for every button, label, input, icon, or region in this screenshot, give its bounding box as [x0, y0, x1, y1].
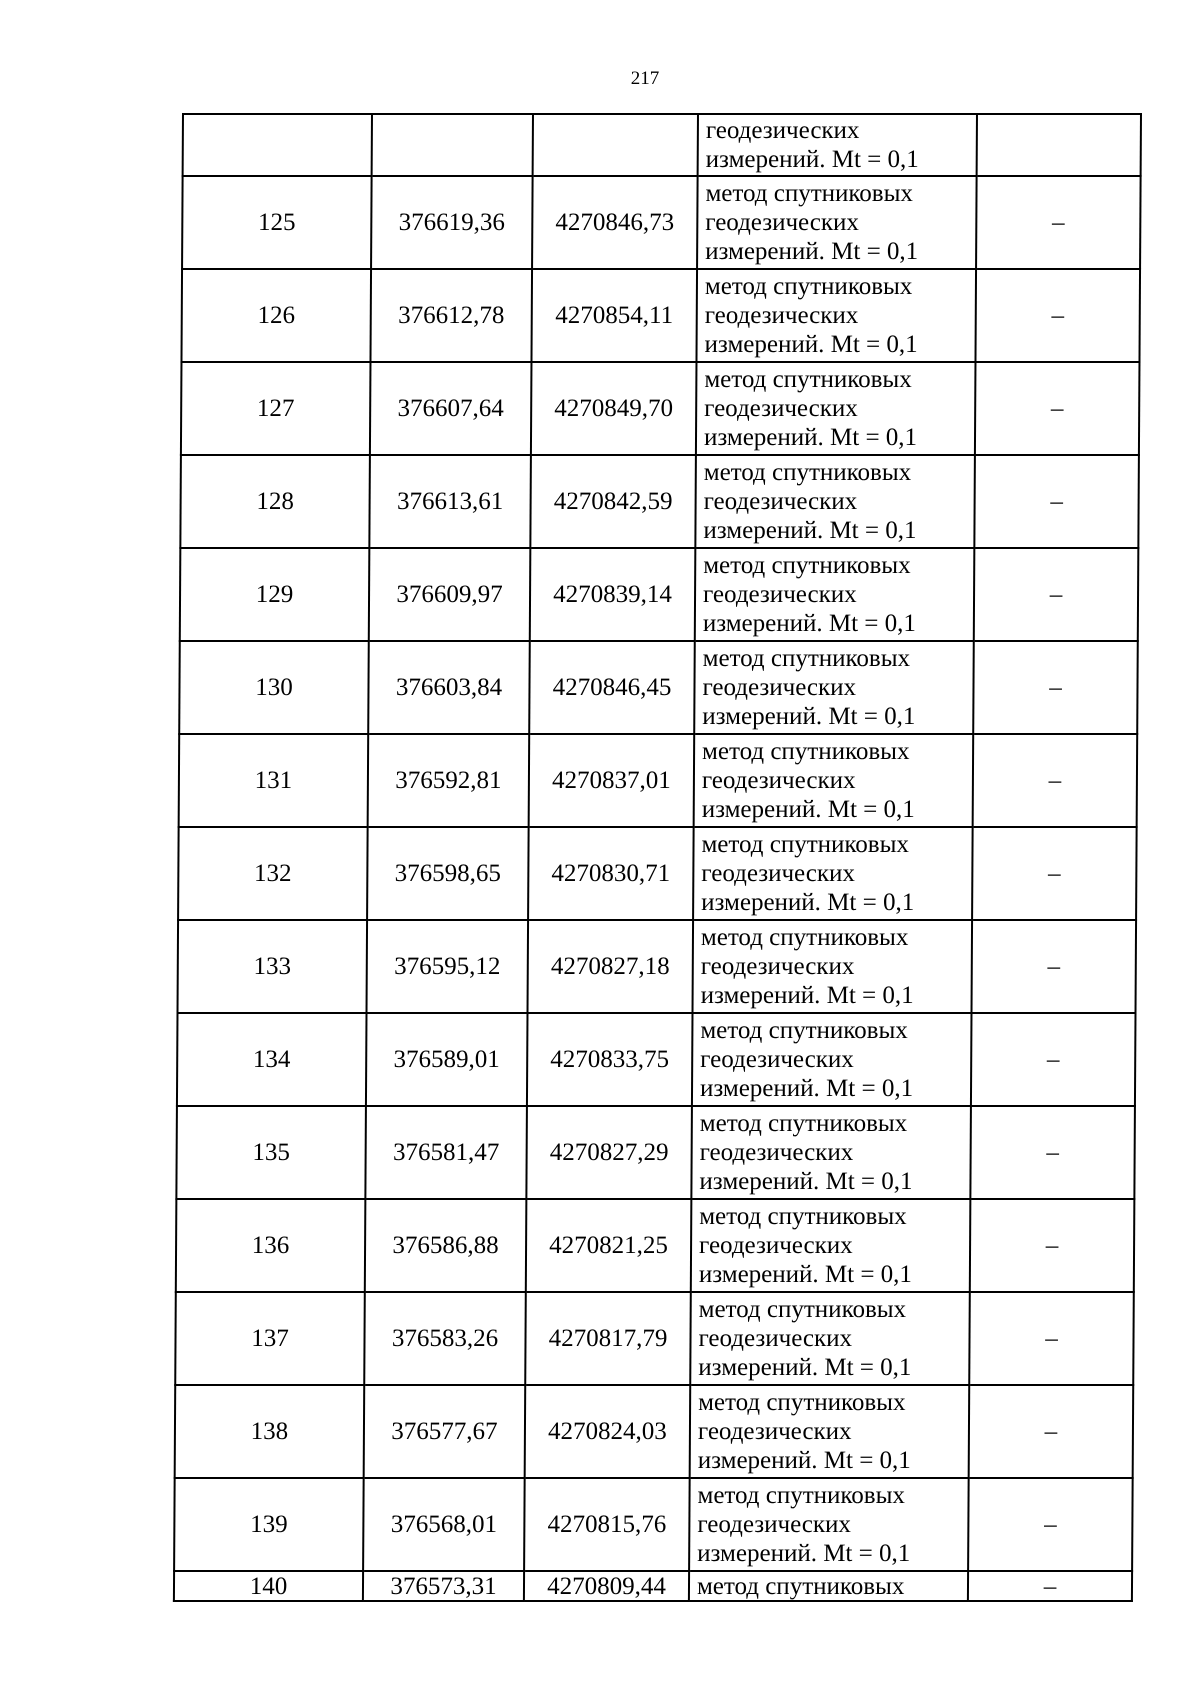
note-cell: –: [976, 176, 1141, 269]
method-cell: [694, 734, 974, 827]
x-coordinate-cell: 376589,01: [366, 1013, 528, 1106]
method-line: измерений. Mt = 0,1: [700, 982, 914, 1009]
x-coordinate-cell: 376612,78: [370, 269, 532, 362]
point-number-cell: 127: [181, 362, 371, 455]
y-coordinate-cell: 4270839,14: [530, 548, 696, 641]
method-line: геодезических: [698, 1232, 853, 1259]
table-row: [175, 1292, 1134, 1385]
table-row: [180, 455, 1139, 548]
method-cell: [696, 269, 976, 362]
x-coordinate-cell: 376586,88: [365, 1199, 527, 1292]
method-line: геодезических: [702, 674, 857, 701]
method-line: метод спутниковых: [702, 738, 910, 765]
y-coordinate-cell: 4270849,70: [531, 362, 697, 455]
note-cell: –: [975, 362, 1140, 455]
x-coordinate-cell: 376595,12: [367, 920, 529, 1013]
method-line: метод спутниковых: [699, 1203, 907, 1230]
y-coordinate-cell: 4270815,76: [524, 1478, 690, 1571]
method-line: измерений. Mt = 0,1: [704, 331, 918, 358]
method-cell: [696, 362, 976, 455]
table-row: [177, 1013, 1136, 1106]
method-line: измерений. Mt = 0,1: [703, 517, 917, 544]
table-row: [178, 920, 1137, 1013]
method-cell: [689, 1478, 969, 1571]
method-cell: [693, 827, 973, 920]
method-cell: [693, 920, 973, 1013]
method-line: измерений. Mt = 0,1: [697, 1540, 911, 1567]
y-coordinate-cell: 4270817,79: [525, 1292, 691, 1385]
method-cell: [691, 1199, 971, 1292]
y-coordinate-cell: 4270854,11: [531, 269, 697, 362]
point-number-cell: [183, 114, 372, 176]
point-number-cell: 130: [179, 641, 369, 734]
point-number-cell: 125: [182, 176, 372, 269]
method-cell: [695, 548, 975, 641]
y-coordinate-cell: 4270833,75: [527, 1013, 693, 1106]
method-line: измерений. Mt = 0,1: [705, 146, 919, 173]
x-coordinate-cell: 376598,65: [367, 827, 529, 920]
method-line: метод спутниковых: [705, 180, 913, 207]
note-cell: –: [973, 641, 1138, 734]
point-number-cell: 139: [174, 1478, 364, 1571]
y-coordinate-cell: 4270827,29: [526, 1106, 692, 1199]
method-line: геодезических: [697, 1418, 852, 1445]
method-line: метод спутниковых: [701, 831, 910, 858]
point-number-cell: 136: [176, 1199, 366, 1292]
table-row: [176, 1199, 1135, 1292]
method-line: метод спутниковых: [703, 459, 912, 486]
method-line: метод спутниковых: [696, 1572, 905, 1600]
x-coordinate-cell: 376573,31: [363, 1571, 524, 1601]
method-line: измерений. Mt = 0,1: [699, 1168, 913, 1195]
method-line: метод спутниковых: [699, 1110, 908, 1137]
method-cell: [689, 1571, 968, 1601]
method-line: геодезических: [700, 1046, 854, 1073]
method-line: метод спутниковых: [700, 1017, 908, 1044]
coordinates-table: [173, 113, 1142, 1602]
method-line: измерений. Mt = 0,1: [705, 238, 919, 265]
table-row: [179, 734, 1138, 827]
table-row: [180, 548, 1139, 641]
method-line: геодезических: [702, 581, 857, 608]
y-coordinate-cell: [533, 114, 698, 176]
point-number-cell: 126: [181, 269, 371, 362]
table-row: [181, 362, 1140, 455]
method-cell: [697, 176, 977, 269]
method-cell: [690, 1292, 970, 1385]
note-cell: –: [973, 734, 1138, 827]
point-number-cell: 133: [178, 920, 368, 1013]
point-number-cell: 132: [178, 827, 368, 920]
method-cell: [692, 1013, 972, 1106]
method-line: геодезических: [700, 953, 855, 980]
table-row: [176, 1106, 1135, 1199]
method-line: геодезических: [705, 209, 860, 236]
method-line: геодезических: [705, 117, 860, 144]
table-row: [174, 1478, 1133, 1571]
method-line: измерений. Mt = 0,1: [701, 889, 915, 916]
method-line: метод спутниковых: [704, 366, 912, 393]
x-coordinate-cell: 376592,81: [368, 734, 530, 827]
table-row: [181, 269, 1140, 362]
x-coordinate-cell: [372, 114, 533, 176]
y-coordinate-cell: 4270824,03: [525, 1385, 691, 1478]
method-cell: [694, 641, 974, 734]
method-line: измерений. Mt = 0,1: [701, 796, 915, 823]
note-cell: –: [970, 1199, 1135, 1292]
y-coordinate-cell: 4270827,18: [528, 920, 694, 1013]
x-coordinate-cell: 376583,26: [364, 1292, 526, 1385]
method-line: геодезических: [704, 302, 859, 329]
point-number-cell: 129: [180, 548, 370, 641]
method-cell: [695, 455, 975, 548]
y-coordinate-cell: 4270821,25: [526, 1199, 692, 1292]
note-cell: –: [975, 269, 1140, 362]
note-cell: –: [974, 455, 1139, 548]
note-cell: [977, 114, 1141, 176]
note-cell: –: [968, 1478, 1133, 1571]
point-number-cell: 134: [177, 1013, 367, 1106]
method-line: метод спутниковых: [704, 273, 913, 300]
method-line: метод спутниковых: [700, 924, 909, 951]
method-line: измерений. Mt = 0,1: [703, 424, 918, 451]
method-line: метод спутниковых: [702, 645, 911, 672]
y-coordinate-cell: 4270809,44: [524, 1571, 689, 1601]
table-row: [182, 176, 1141, 269]
note-cell: –: [969, 1385, 1134, 1478]
method-line: измерений. Mt = 0,1: [702, 703, 916, 730]
table-row: [179, 641, 1138, 734]
method-line: геодезических: [701, 860, 856, 887]
x-coordinate-cell: 376607,64: [370, 362, 532, 455]
note-cell: –: [972, 827, 1137, 920]
coordinates-table-body: [174, 114, 1141, 1601]
method-line: измерений. Mt = 0,1: [698, 1261, 913, 1288]
y-coordinate-cell: 4270846,45: [529, 641, 695, 734]
method-line: метод спутниковых: [697, 1482, 906, 1509]
x-coordinate-cell: 376568,01: [363, 1478, 525, 1571]
method-cell: [698, 114, 977, 176]
x-coordinate-cell: 376609,97: [369, 548, 531, 641]
note-cell: –: [968, 1571, 1132, 1601]
method-line: геодезических: [698, 1325, 853, 1352]
note-cell: –: [972, 920, 1137, 1013]
point-number-cell: 140: [174, 1571, 363, 1601]
x-coordinate-cell: 376577,67: [364, 1385, 526, 1478]
method-line: метод спутниковых: [703, 552, 911, 579]
method-line: геодезических: [697, 1511, 852, 1538]
point-number-cell: 131: [179, 734, 369, 827]
method-line: измерений. Mt = 0,1: [698, 1354, 912, 1381]
method-line: метод спутниковых: [698, 1389, 906, 1416]
table-row: [175, 1385, 1134, 1478]
y-coordinate-cell: 4270837,01: [529, 734, 695, 827]
method-line: измерений. Mt = 0,1: [697, 1447, 911, 1474]
method-cell: [690, 1385, 970, 1478]
method-cell: [691, 1106, 971, 1199]
note-cell: –: [970, 1106, 1135, 1199]
y-coordinate-cell: 4270846,73: [532, 176, 698, 269]
x-coordinate-cell: 376603,84: [368, 641, 530, 734]
method-line: геодезических: [701, 767, 856, 794]
point-number-cell: 137: [175, 1292, 365, 1385]
note-cell: –: [974, 548, 1139, 641]
point-number-cell: 128: [180, 455, 370, 548]
method-line: метод спутниковых: [698, 1296, 907, 1323]
y-coordinate-cell: 4270830,71: [528, 827, 694, 920]
method-line: геодезических: [699, 1139, 854, 1166]
point-number-cell: 138: [175, 1385, 365, 1478]
method-line: геодезических: [704, 395, 858, 422]
method-line: измерений. Mt = 0,1: [699, 1075, 914, 1102]
y-coordinate-cell: 4270842,59: [530, 455, 696, 548]
x-coordinate-cell: 376613,61: [369, 455, 531, 548]
table-row: [174, 1571, 1132, 1601]
table-row-continued: [183, 114, 1141, 176]
method-line: измерений. Mt = 0,1: [702, 610, 917, 637]
note-cell: –: [971, 1013, 1136, 1106]
method-line: геодезических: [703, 488, 858, 515]
point-number-cell: 135: [176, 1106, 366, 1199]
table-row: [178, 827, 1137, 920]
x-coordinate-cell: 376581,47: [365, 1106, 527, 1199]
x-coordinate-cell: 376619,36: [371, 176, 533, 269]
note-cell: –: [969, 1292, 1134, 1385]
page-number: 217: [630, 68, 660, 89]
